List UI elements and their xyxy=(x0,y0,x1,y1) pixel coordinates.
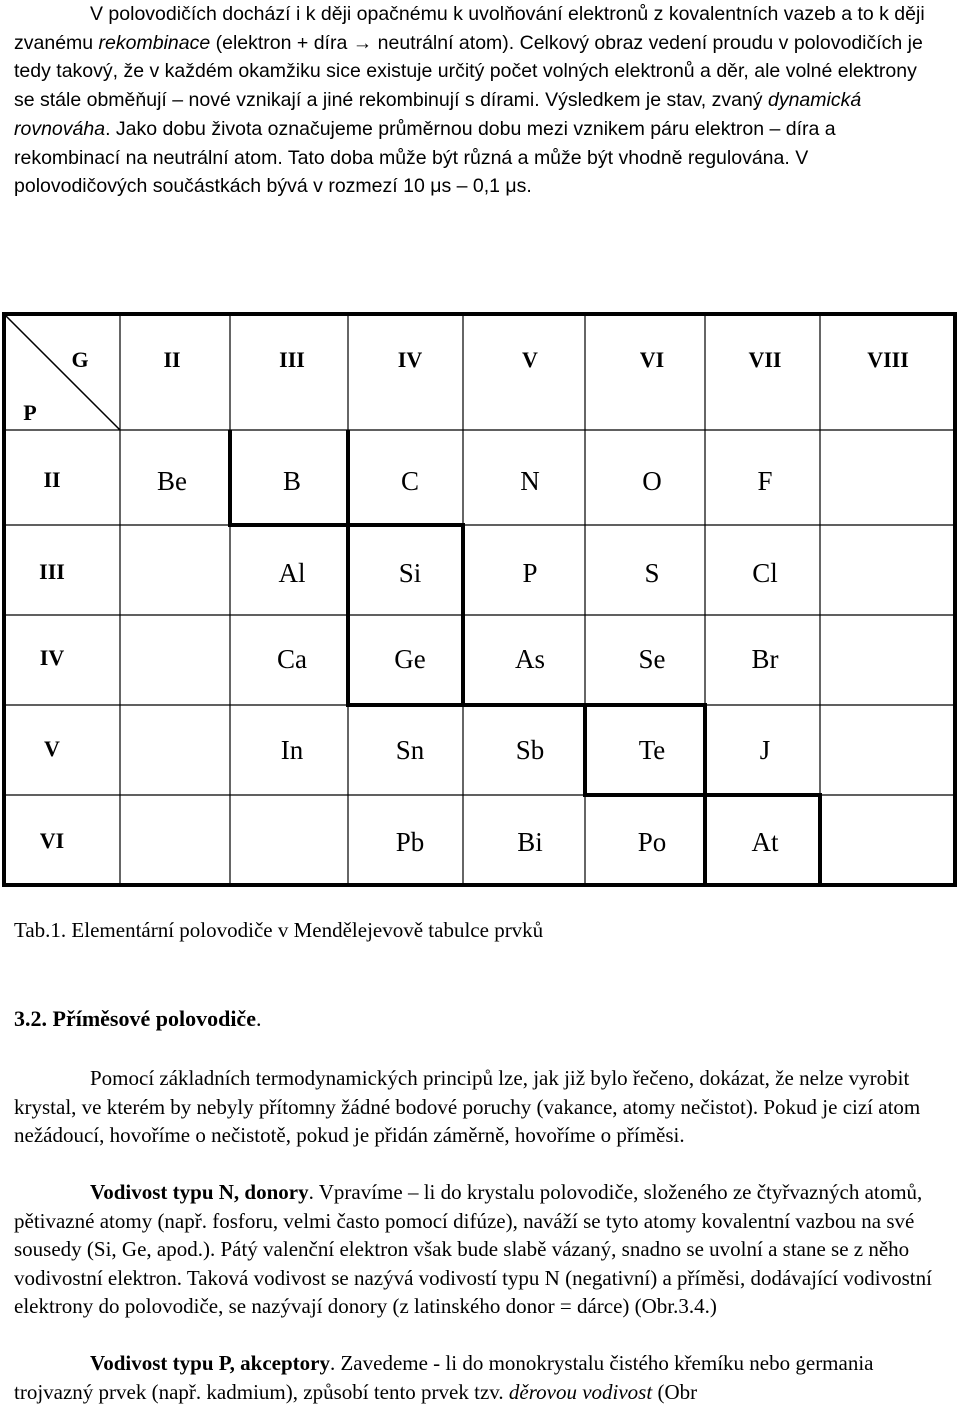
subheading-p-type: Vodivost typu P, akceptory xyxy=(90,1351,330,1375)
element-cell: J xyxy=(759,735,771,766)
paragraph-recombination xyxy=(14,0,940,201)
element-cell: Pb xyxy=(395,827,425,858)
element-cell: In xyxy=(280,735,304,766)
element-cell: Al xyxy=(278,558,306,589)
term-emphasis: dynamická rovnováha xyxy=(14,89,862,140)
element-cell: Cl xyxy=(752,558,778,589)
term-emphasis: děrovou vodivost xyxy=(508,1379,653,1404)
section-heading xyxy=(14,1006,261,1032)
text-run: . Jako dobu života označujeme průměrnou dobu mezi vznikem páru elektron – díra a rekombinací na neutrální atom. Tato doba může být různá a může být vhodně regulována. V polovodičových součástkách bývá v rozmezí 10 μs – 0,1 μs. xyxy=(14,117,836,198)
element-cell: Sn xyxy=(395,735,425,766)
text-run: V polovodičích dochází i k ději opačnému k uvolňování elektronů z kovalentních vazeb a to k ději zvanému xyxy=(14,3,925,54)
group-header: V xyxy=(522,347,538,373)
subheading-n-type: Vodivost typu N, donory xyxy=(90,1180,309,1204)
element-cell: Po xyxy=(637,827,667,858)
element-cell: O xyxy=(642,466,662,497)
group-header: VIII xyxy=(867,347,909,373)
group-header: IV xyxy=(397,347,423,373)
group-header: II xyxy=(163,347,181,373)
period-label: II xyxy=(43,467,61,493)
corner-diagonal xyxy=(4,314,120,430)
text-run: . Zavedeme - li do monokrystalu čistého křemíku nebo germania trojvazný prvek (např. kadmium), způsobí tento prvek tzv. xyxy=(14,1351,874,1404)
periodic-table-excerpt xyxy=(0,310,960,890)
element-cell: B xyxy=(282,466,302,497)
element-cell: Si xyxy=(398,558,422,589)
element-cell: S xyxy=(644,558,660,589)
period-label: V xyxy=(44,736,60,762)
period-axis-label: P xyxy=(23,400,37,426)
element-cell: N xyxy=(520,466,540,497)
element-cell: Br xyxy=(751,644,779,675)
element-cell: Se xyxy=(638,644,666,675)
paragraph-n-type xyxy=(14,1178,940,1321)
table-caption: Tab.1. Elementární polovodiče v Mendělejevově tabulce prvků xyxy=(14,918,544,942)
text-run: (Obr xyxy=(652,1379,698,1404)
element-cell: Te xyxy=(638,735,666,766)
paragraph-p-type xyxy=(14,1349,940,1406)
element-cell: Ge xyxy=(394,644,426,675)
period-label: IV xyxy=(39,645,65,671)
paragraph-impurities xyxy=(14,1064,940,1150)
element-cell: Ca xyxy=(277,644,307,675)
group-header: III xyxy=(279,347,305,373)
element-cell: At xyxy=(751,827,779,858)
text-run: Pomocí základních termodynamických principů lze, jak již bylo řečeno, dokázat, že nelze vyrobit krystal, ve kterém by nebyly přítomny žádné bodové poruchy (vakance, atomy nečistot). Pokud je cizí atom nežádoucí, hovoříme o nečistotě, pokud je přidán záměrně, hovoříme o příměsi. xyxy=(14,1066,921,1148)
table-border xyxy=(4,314,955,885)
element-cell: Be xyxy=(157,466,187,497)
element-cell: Sb xyxy=(515,735,545,766)
period-label: III xyxy=(39,559,65,585)
element-cell: F xyxy=(757,466,773,497)
text-run: . Vpravíme – li do krystalu polovodiče, složeného ze čtyřvazných atomů, pětivazné atomy (např. fosforu, velmi často pomocí difúze), naváží se tyto atomy kovalentní vazbou na své sousedy (Si, Ge, apod.). Pátý valenční elektron však bude slabě vázaný, snadno se uvolní a stane se z něho vodivostní elektron. Taková vodivost se nazývá vodivostí typu N (negativní) a příměsi, dodávající vodivostní elektrony do polovodiče, se nazývají donory (z latinského donor = dárce) (Obr.3.4.) xyxy=(14,1180,932,1319)
term-emphasis: rekombinace xyxy=(98,31,211,54)
element-cell: C xyxy=(400,466,420,497)
element-cell: P xyxy=(522,558,538,589)
text-run: (elektron + díra → neutrální atom). Celkový obraz vedení proudu v polovodičích je tedy takový, že v každém okamžiku sice existuje určitý počet volných elektronů a děr, ale volné elektrony se stále obměňují – nové vznikají a jiné rekombinují s dírami. Výsledkem je stav, zvaný xyxy=(14,31,923,112)
section-title: Příměsové polovodiče xyxy=(52,1006,256,1031)
section-title-trailing: . xyxy=(255,1006,262,1031)
section-number: 3.2. xyxy=(14,1006,47,1031)
element-cell: As xyxy=(514,644,546,675)
group-header: VII xyxy=(748,347,782,373)
element-cell: Bi xyxy=(517,827,543,858)
group-axis-label: G xyxy=(71,347,89,373)
group-header: VI xyxy=(639,347,665,373)
period-label: VI xyxy=(39,828,65,854)
